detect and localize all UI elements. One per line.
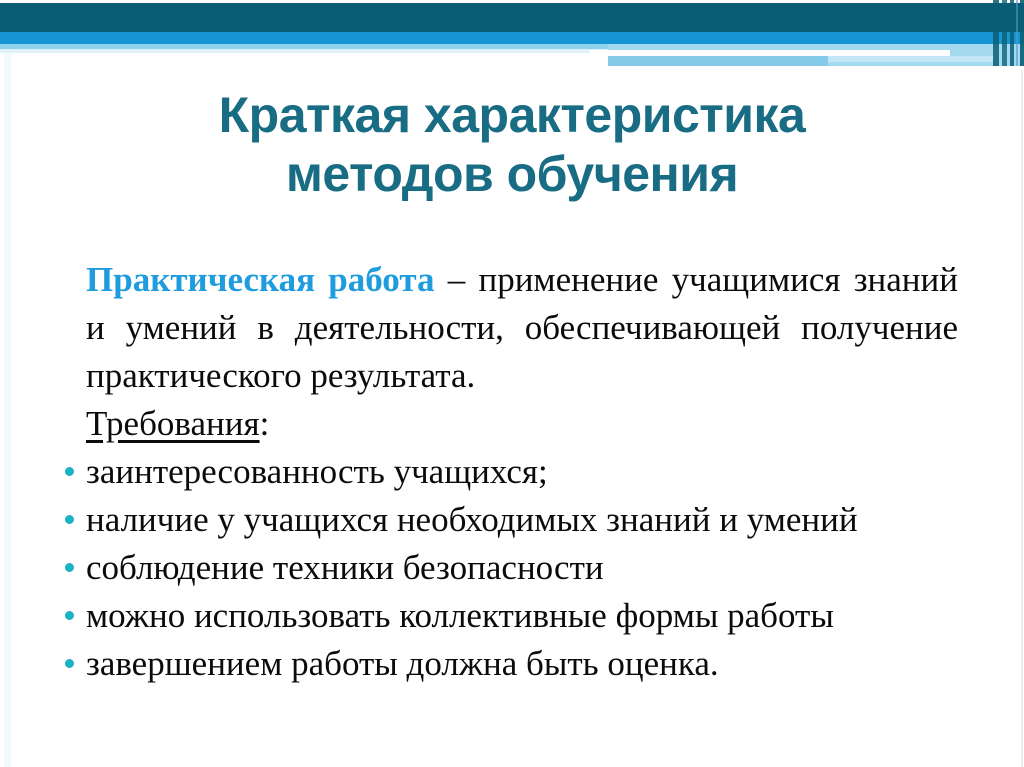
slide-title [0,86,1024,204]
top-bar-dark-teal [0,3,1024,32]
requirements-label: Требования [86,404,260,443]
right-vertical-stripe-3 [1010,0,1014,66]
list-item [86,544,958,592]
requirements-heading [86,400,958,448]
requirements-colon: : [259,404,270,443]
top-bar-blue [0,32,1024,44]
list-item-text: соблюдение техники безопасности [86,548,604,587]
right-vertical-stripe-5 [1020,0,1024,66]
right-vertical-stripe-2 [1002,0,1007,66]
list-item [86,496,958,544]
list-item [86,640,958,688]
list-item [86,592,958,640]
bullet-dot-icon [65,467,74,476]
bullet-dot-icon [65,515,74,524]
list-item-text: заинтересованность учащихся; [86,452,548,491]
list-item-text: наличие у учащихся необходимых знаний и умений [86,500,858,539]
right-vertical-stripe-4 [1016,0,1018,66]
top-strip-pale-blue [0,49,612,53]
bullet-dot-icon [65,659,74,668]
bullet-dot-icon [65,611,74,620]
lead-text: – применение учащимися знаний и умений в деятельности, обеспечивающей получение практического результата. [86,260,958,395]
right-vertical-stripe-1 [993,0,999,66]
slide-title-line-2: методов обучения [285,146,739,202]
slide-title-line-1: Краткая характеристика [218,87,806,143]
lead-paragraph [86,256,958,400]
slide-body [86,256,958,688]
list-item-text: можно использовать коллективные формы работы [86,596,834,635]
requirements-list [86,448,958,688]
list-item [86,448,958,496]
bullet-dot-icon [65,563,74,572]
top-right-step-stripe [828,56,994,62]
list-item-text: завершением работы должна быть оценка. [86,644,719,683]
top-right-mid-stripe [608,56,828,66]
lead-term: Практическая работа [86,260,435,299]
